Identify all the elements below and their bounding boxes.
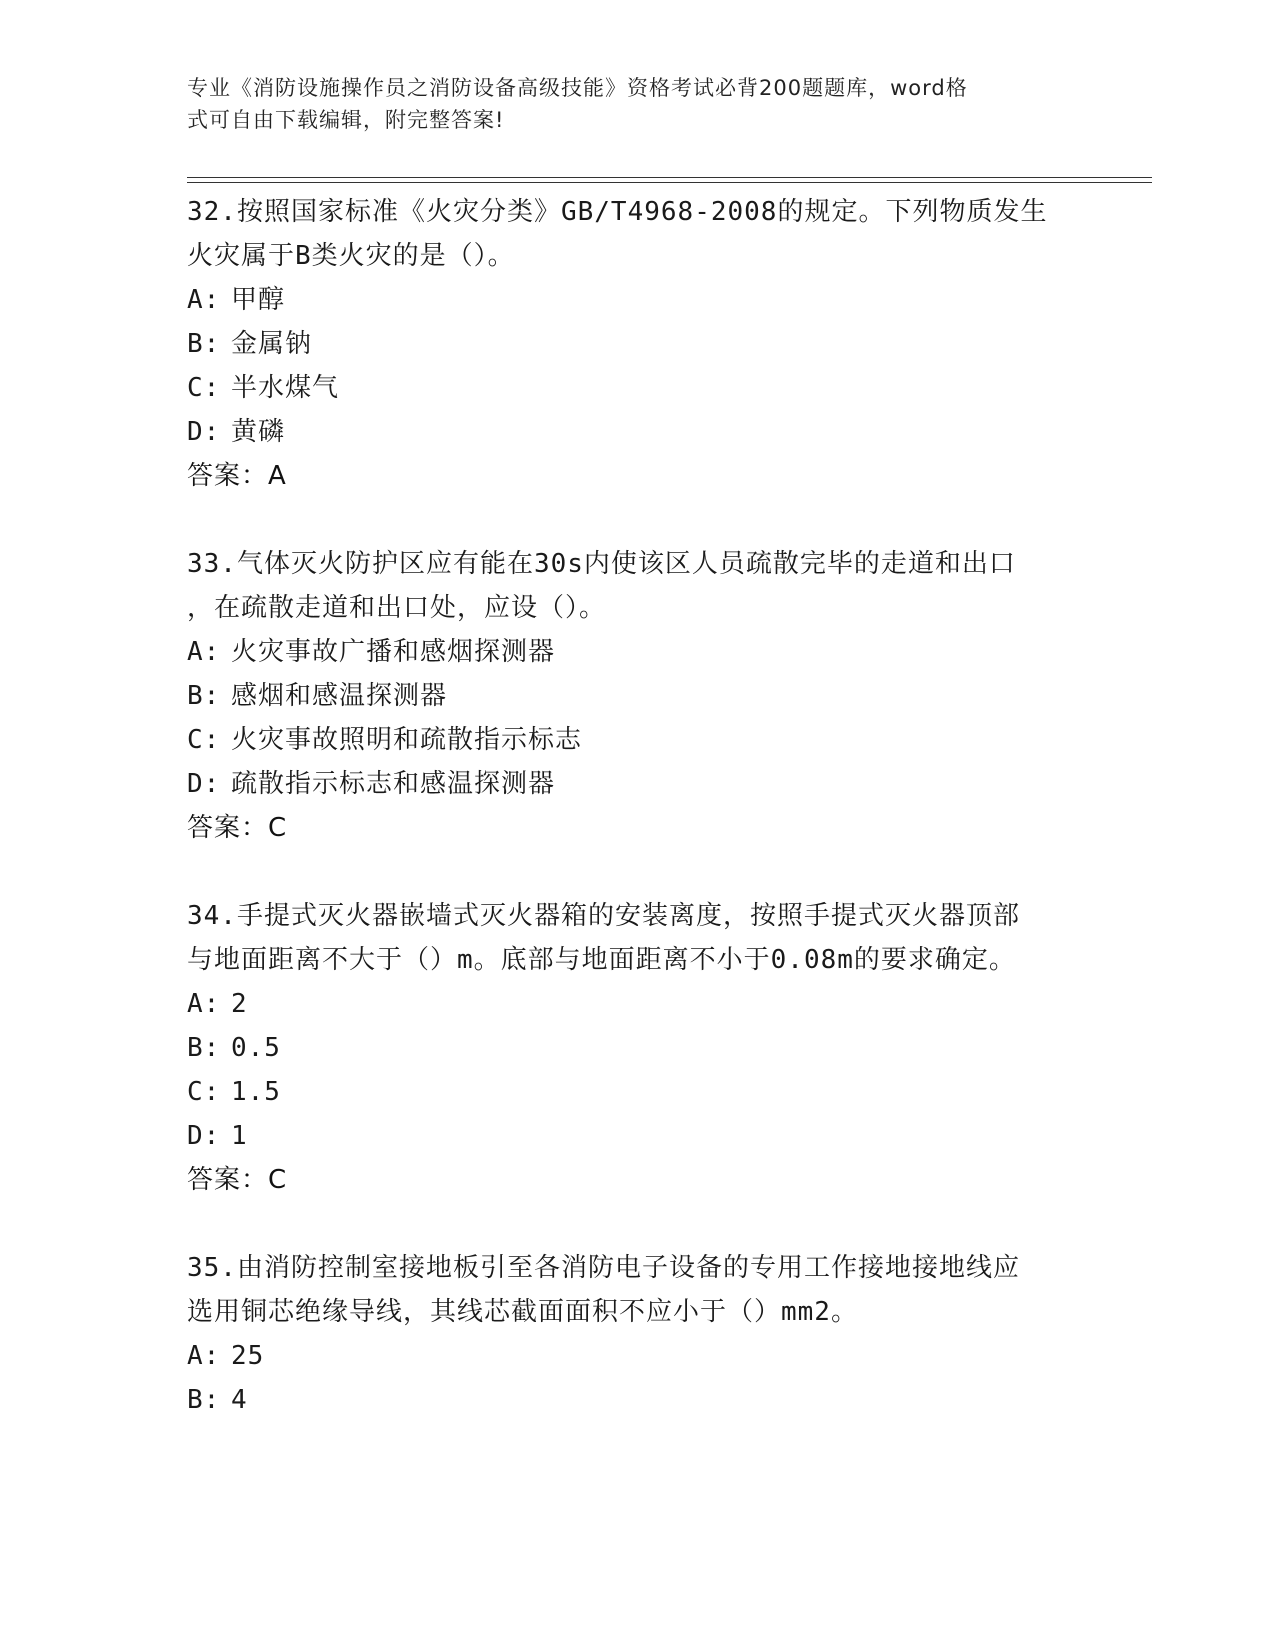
option-letter: B: <box>187 1385 221 1415</box>
option-text: 黄磷 <box>231 417 286 447</box>
option-text: 甲醇 <box>231 285 286 315</box>
option-b <box>187 322 1087 366</box>
document-header <box>187 72 1067 136</box>
question-text-line-2: ，在疏散走道和出口处，应设（）。 <box>187 593 607 623</box>
option-d <box>187 762 1087 806</box>
option-letter: A: <box>187 637 221 667</box>
question-spacer <box>187 1202 1087 1246</box>
option-letter: A: <box>187 989 221 1019</box>
answer-label: 答案：C <box>187 1165 288 1195</box>
option-a <box>187 982 1087 1026</box>
question-text-line-2: 与地面距离不大于（）m。底部与地面距离不小于0.08m的要求确定。 <box>187 945 1016 975</box>
question-text-line-1: 气体灭火防护区应有能在30s内使该区人员疏散完毕的走道和出口 <box>236 549 1016 579</box>
header-line-1: 专业《消防设施操作员之消防设备高级技能》资格考试必背200题题库，word格 <box>187 76 968 100</box>
option-letter: A: <box>187 285 221 315</box>
question-33 <box>187 542 1087 850</box>
option-text: 金属钠 <box>231 329 313 359</box>
option-text: 火灾事故照明和疏散指示标志 <box>231 725 583 755</box>
option-letter: D: <box>187 769 221 799</box>
option-letter: C: <box>187 1077 221 1107</box>
option-d <box>187 410 1087 454</box>
option-text: 半水煤气 <box>231 373 340 403</box>
option-a <box>187 630 1087 674</box>
question-text-line-2: 选用铜芯绝缘导线，其线芯截面面积不应小于（）mm2。 <box>187 1297 858 1327</box>
option-letter: D: <box>187 1121 221 1151</box>
question-text <box>187 1246 1087 1290</box>
option-a <box>187 1334 1087 1378</box>
question-spacer <box>187 498 1087 542</box>
header-line-2: 式可自由下载编辑，附完整答案! <box>187 108 505 132</box>
option-text: 25 <box>231 1341 265 1371</box>
option-b <box>187 1026 1087 1070</box>
question-text-line-1: 由消防控制室接地板引至各消防电子设备的专用工作接地接地线应 <box>236 1253 1020 1283</box>
option-letter: D: <box>187 417 221 447</box>
question-text <box>187 190 1087 234</box>
option-text: 疏散指示标志和感温探测器 <box>231 769 556 799</box>
option-text: 1 <box>231 1121 248 1151</box>
answer-label: 答案：A <box>187 461 287 491</box>
option-c <box>187 366 1087 410</box>
question-35 <box>187 1246 1087 1422</box>
option-c <box>187 718 1087 762</box>
question-34 <box>187 894 1087 1202</box>
option-text: 0.5 <box>231 1033 281 1063</box>
question-text-line-1: 按照国家标准《火灾分类》GB/T4968-2008的规定。下列物质发生 <box>236 197 1048 227</box>
option-a <box>187 278 1087 322</box>
option-letter: A: <box>187 1341 221 1371</box>
question-number: 35. <box>187 1253 237 1283</box>
answer-label: 答案：C <box>187 813 288 843</box>
option-text: 1.5 <box>231 1077 281 1107</box>
option-letter: B: <box>187 681 221 711</box>
option-b <box>187 674 1087 718</box>
header-divider-top <box>187 177 1152 178</box>
question-32 <box>187 190 1087 498</box>
option-b <box>187 1378 1087 1422</box>
question-text <box>187 542 1087 586</box>
question-text-line-1: 手提式灭火器嵌墙式灭火器箱的安装离度，按照手提式灭火器顶部 <box>236 901 1020 931</box>
question-number: 33. <box>187 549 237 579</box>
option-letter: B: <box>187 329 221 359</box>
question-text <box>187 894 1087 938</box>
question-spacer <box>187 850 1087 894</box>
option-letter: C: <box>187 725 221 755</box>
question-text-line-2: 火灾属于B类火灾的是（）。 <box>187 241 515 271</box>
option-text: 4 <box>231 1385 248 1415</box>
header-divider-bottom <box>187 182 1152 183</box>
option-letter: B: <box>187 1033 221 1063</box>
option-d <box>187 1114 1087 1158</box>
question-number: 34. <box>187 901 237 931</box>
question-list <box>187 190 1087 1422</box>
option-text: 火灾事故广播和感烟探测器 <box>231 637 556 667</box>
option-letter: C: <box>187 373 221 403</box>
option-text: 感烟和感温探测器 <box>231 681 448 711</box>
option-text: 2 <box>231 989 248 1019</box>
option-c <box>187 1070 1087 1114</box>
question-number: 32. <box>187 197 237 227</box>
